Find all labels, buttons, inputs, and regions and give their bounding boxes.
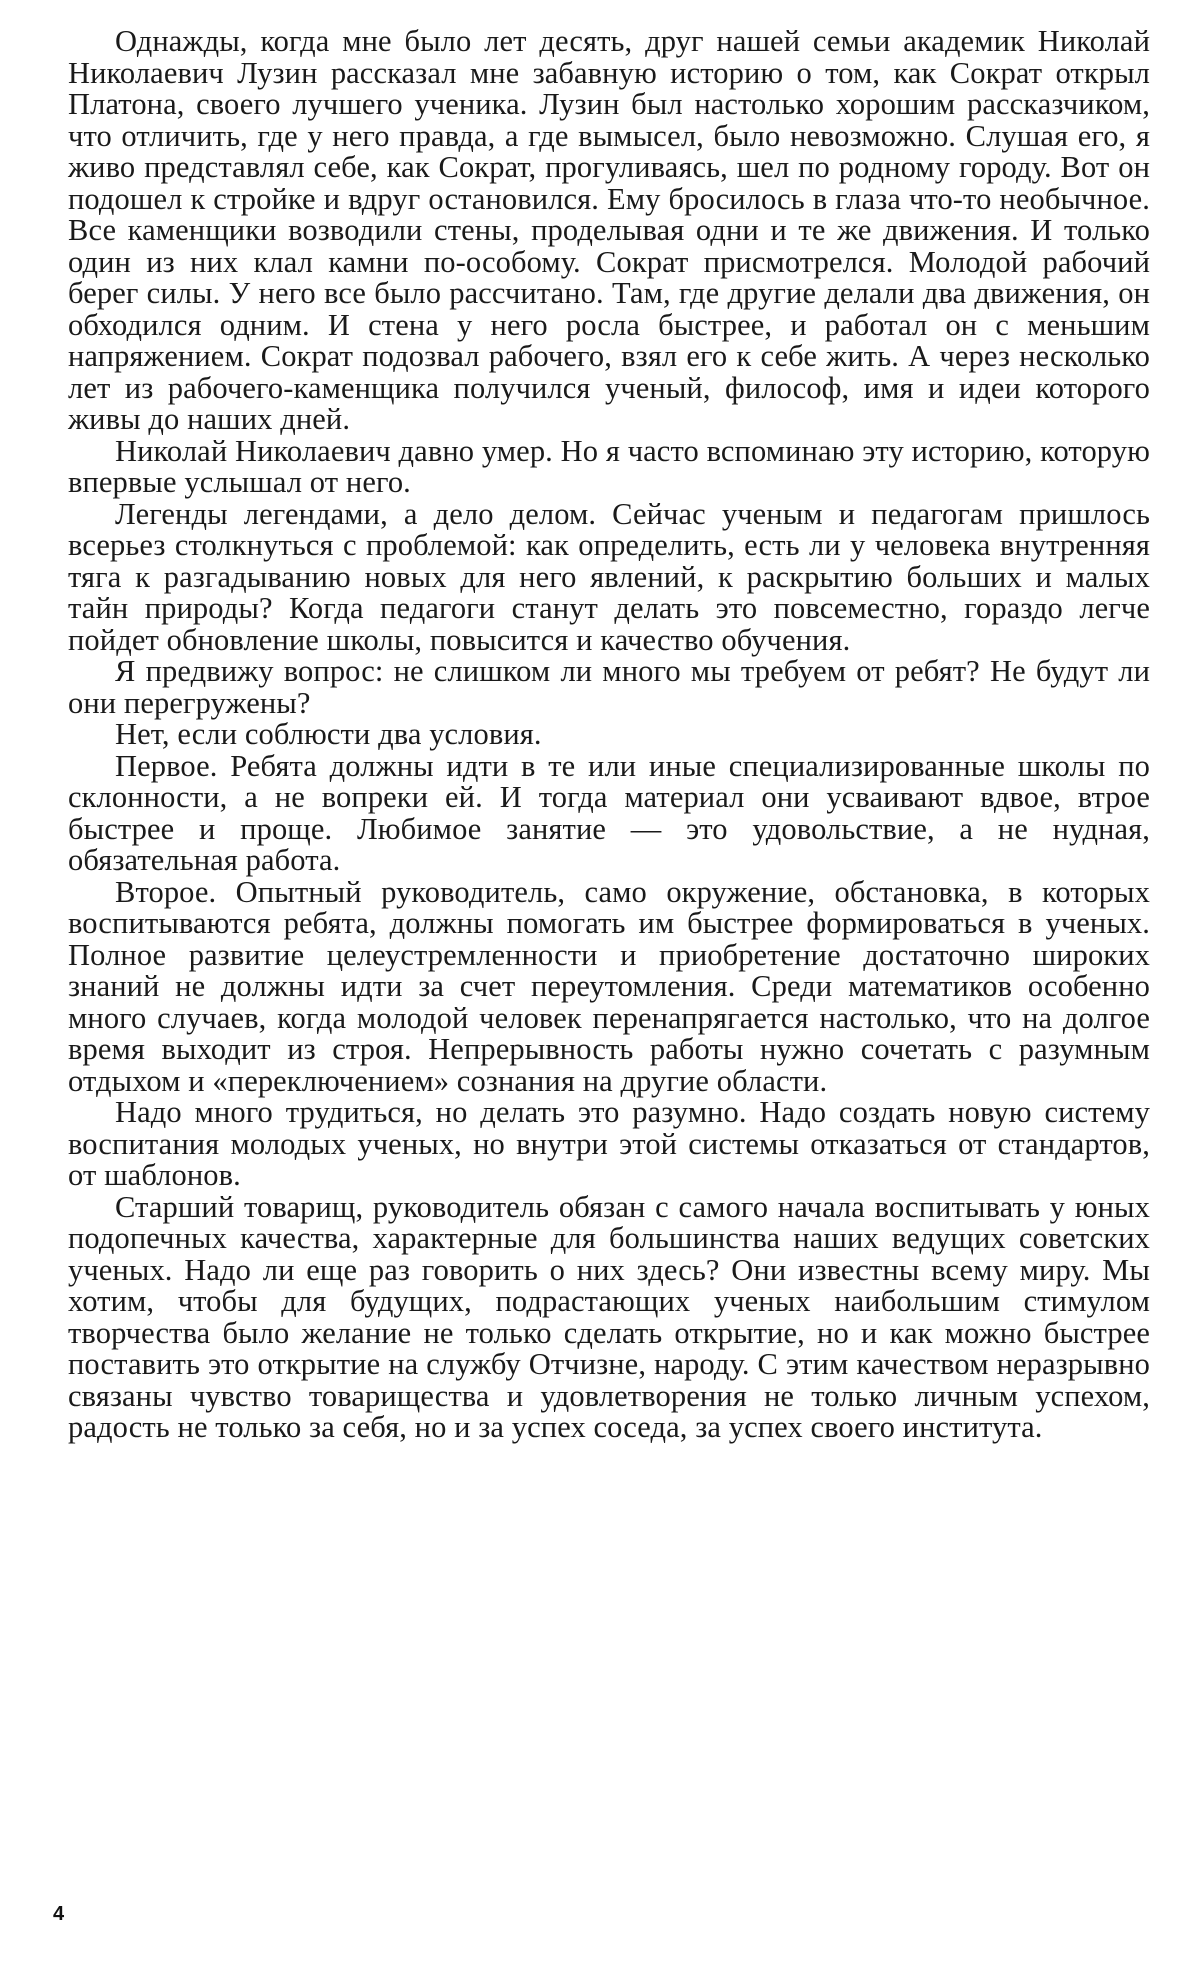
paragraph-memory: Николай Николаевич давно умер. Но я часто вспоминаю эту историю, которую впервые услышал от него. — [68, 433, 1150, 499]
paragraph-legends: Легенды легендами, а дело делом. Сейчас ученым и педагогам пришлось всерьез столкнуться с проблемой: как определить, есть ли у человека внутренняя тяга к разгадыванию новых для него явлений, к раскрытию больших и малых тайн природы? Когда педагоги станут делать это повсеместно, гораздо легче пойдет обновление школы, повысится и качество обучения. — [68, 496, 1150, 657]
page-number: 4 — [53, 1903, 65, 1925]
paragraph-first-condition: Первое. Ребята должны идти в те или иные специализированные школы по склонности, а не вопреки ей. И тогда материал они усваивают вдвое, втрое быстрее и проще. Любимое занятие — это удовольствие, а не нудная, обязательная работа. — [68, 748, 1150, 877]
article-body — [68, 26, 1150, 1444]
paragraph-new-system: Надо много трудиться, но делать это разумно. Надо создать новую систему воспитания молодых ученых, но внутри этой системы отказаться от стандартов, от шаблонов. — [68, 1095, 1150, 1192]
paragraph-two-conditions: Нет, если соблюсти два условия. — [115, 717, 542, 751]
paragraph-question: Я предвижу вопрос: не слишком ли много мы требуем от ребят? Не будут ли они перегружены? — [68, 654, 1150, 720]
paragraph-senior-comrade: Старший товарищ, руководитель обязан с самого начала воспитывать у юных подопечных качества, характерные для большинства наших ведущих советских ученых. Надо ли еще раз говорить о них здесь? Они известны всему миру. Мы хотим, чтобы для будущих, подрастающих ученых наибольшим стимулом творчества было желание не только сделать открытие, но и как можно быстрее поставить это открытие на службу Отчизне, народу. С этим качеством неразрывно связаны чувство товарищества и удовлетворения не только личным успехом, радость не только за себя, но и за успех соседа, за успех своего института. — [68, 1189, 1150, 1444]
paragraph-luzin-story: Однажды, когда мне было лет десять, друг нашей семьи академик Николай Николаевич Лузин рассказал мне забавную историю о том, как Сократ открыл Платона, своего лучшего ученика. Лузин был настолько хорошим рассказчиком, что отличить, где у него правда, а где вымысел, было невозможно. Слушая его, я живо представлял себе, как Сократ, прогуливаясь, шел по родному городу. Вот он подошел к стройке и вдруг остановился. Ему бросилось в глаза что-то необычное. Все каменщики возводили стены, проделывая одни и те же движения. И только один из них клал камни по-особому. Сократ присмотрелся. Молодой рабочий берег силы. У него все было рассчитано. Там, где другие делали два движения, он обходился одним. И стена у него росла быстрее, и работал он с меньшим напряжением. Сократ подозвал рабочего, взял его к себе жить. А через несколько лет из рабочего-каменщика получился ученый, философ, имя и идеи которого живы до наших дней. — [68, 24, 1150, 436]
paragraph-second-condition: Второе. Опытный руководитель, само окружение, обстановка, в которых воспитываются ребята, должны помогать им быстрее формироваться в ученых. Полное развитие целеустремленности и приобретение достаточно широких знаний не должны идти за счет переутомления. Среди математиков особенно много случаев, когда молодой человек перенапрягается настолько, что на долгое время выходит из строя. Непрерывность работы нужно сочетать с разумным отдыхом и «переключением» сознания на другие области. — [68, 874, 1150, 1098]
